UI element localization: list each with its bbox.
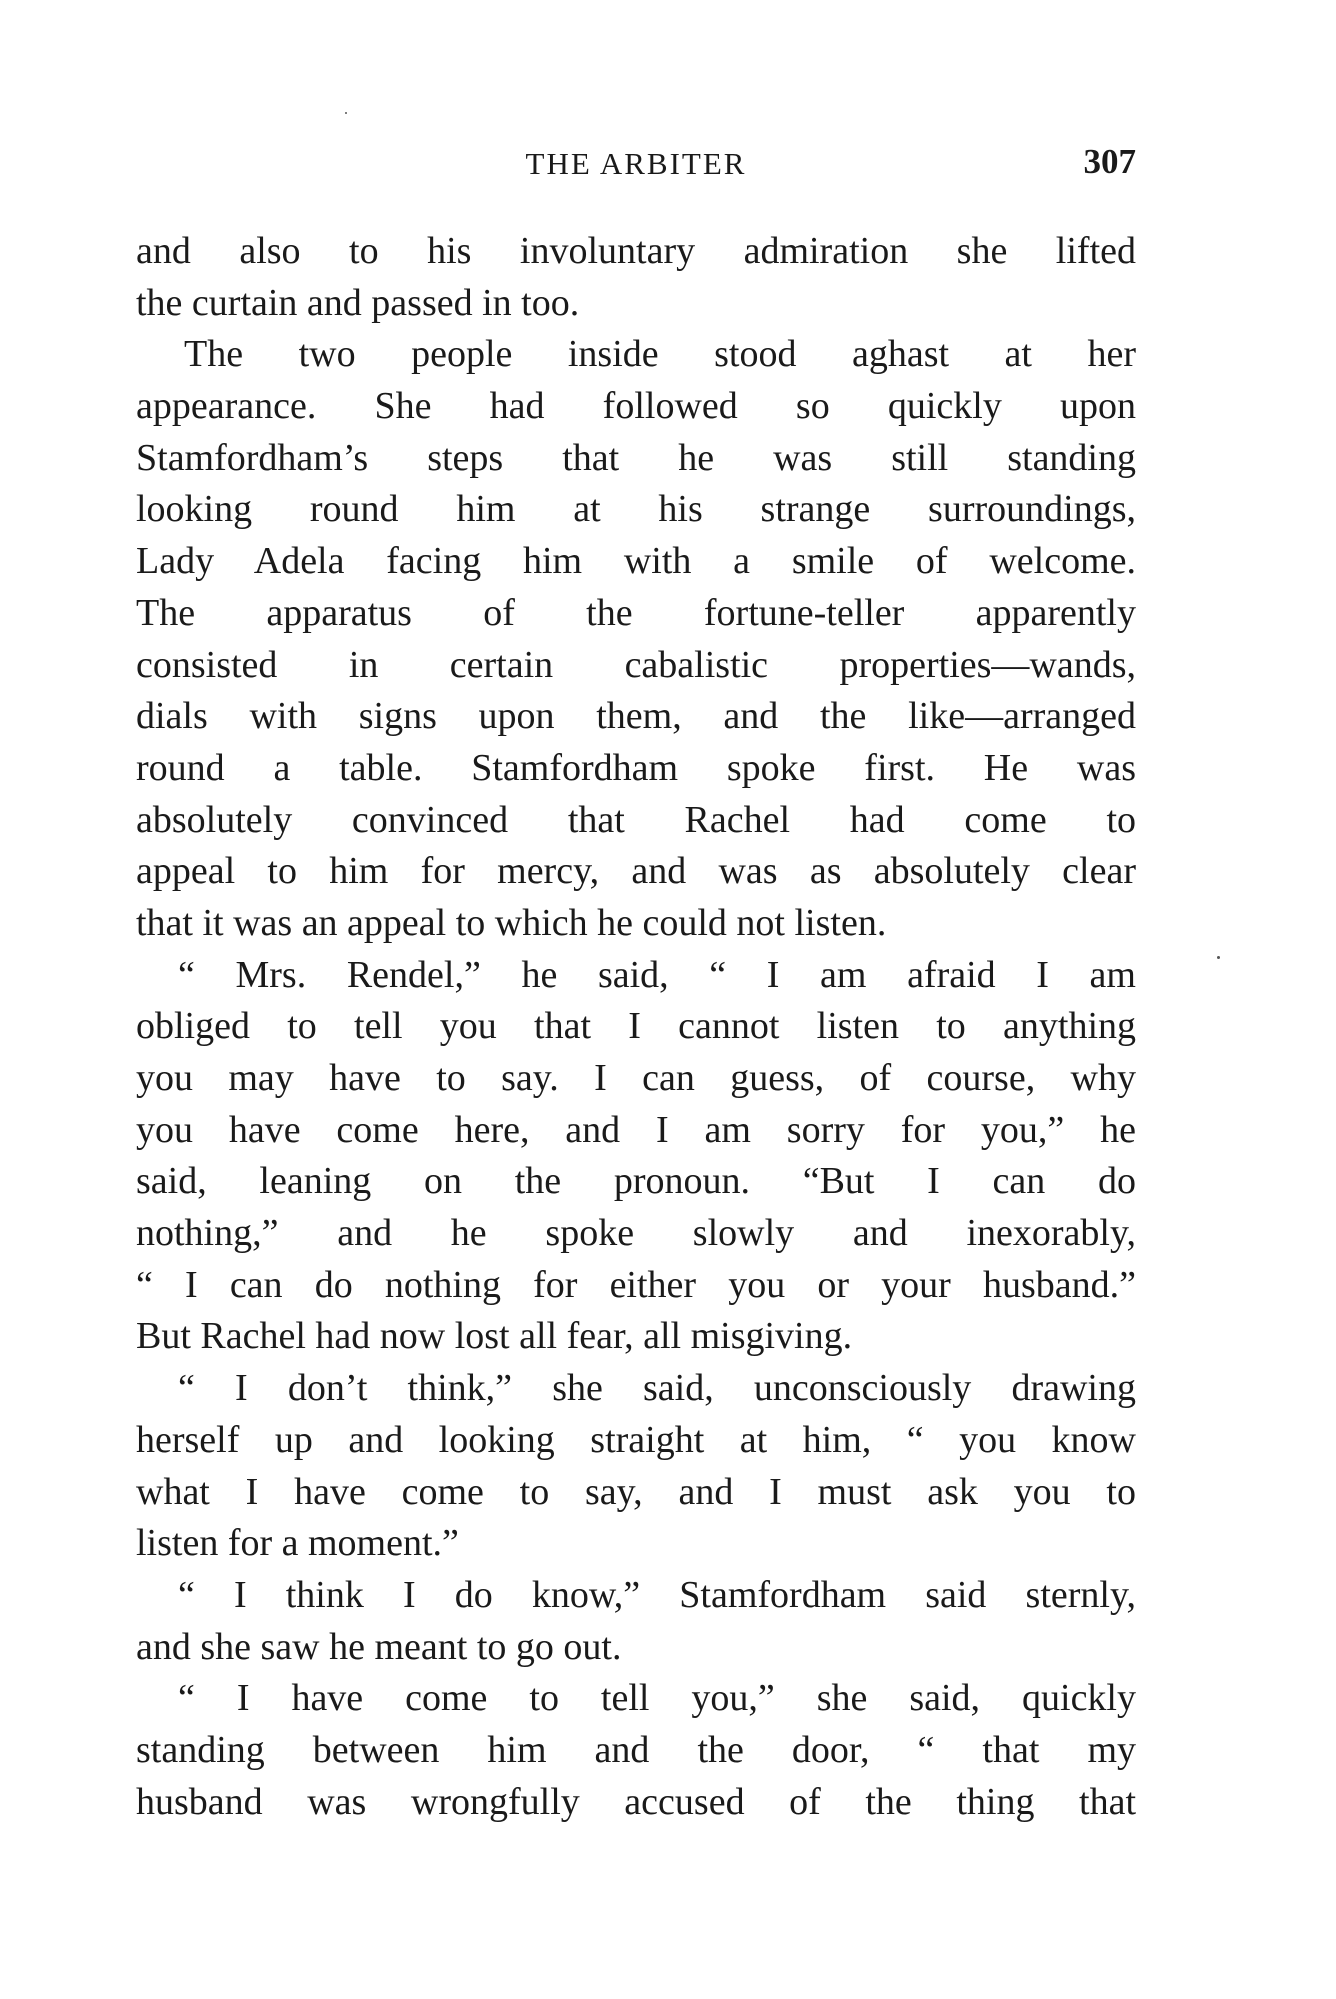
- text-line: appeal to him for mercy, and was as absolutely clear: [136, 850, 1136, 893]
- text-line: round a table. Stamfordham spoke first. He was: [136, 746, 1136, 789]
- text-line: “ I can do nothing for either you or your husband.”: [136, 1263, 1136, 1306]
- text-line: you may have to say. I can guess, of course, why: [136, 1057, 1136, 1099]
- text-line: listen for a moment.”: [136, 1522, 459, 1565]
- text-line: standing between him and the door, “ that my: [136, 1728, 1136, 1771]
- text-line: obliged to tell you that I cannot listen to anything: [136, 1005, 1136, 1048]
- text-line: The apparatus of the fortune-teller apparently: [136, 591, 1136, 634]
- text-line: and also to his involuntary admiration she lifted: [136, 230, 1136, 272]
- text-line: the curtain and passed in too.: [136, 281, 580, 324]
- text-line: that it was an appeal to which he could not listen.: [136, 901, 887, 944]
- text-line: consisted in certain cabalistic properties—wands,: [136, 643, 1136, 686]
- text-line: Stamfordham’s steps that he was still standing: [136, 436, 1136, 479]
- text-line: said, leaning on the pronoun. “But I can do: [136, 1160, 1136, 1203]
- text-line: looking round him at his strange surroundings,: [136, 488, 1136, 531]
- text-line: nothing,” and he spoke slowly and inexorably,: [136, 1212, 1136, 1255]
- text-line: husband was wrongfully accused of the thing that: [136, 1780, 1136, 1823]
- text-line: “ I don’t think,” she said, unconsciously drawing: [178, 1367, 1136, 1410]
- text-line: absolutely convinced that Rachel had come to: [136, 798, 1136, 841]
- text-line: you have come here, and I am sorry for you,” he: [136, 1108, 1136, 1151]
- text-line: dials with signs upon them, and the like—arranged: [136, 695, 1136, 738]
- text-line: “ Mrs. Rendel,” he said, “ I am afraid I am: [178, 953, 1136, 996]
- text-line: Lady Adela facing him with a smile of welcome.: [136, 540, 1136, 583]
- body-text: [136, 226, 1136, 1828]
- running-head: [136, 142, 1136, 186]
- text-line: and she saw he meant to go out.: [136, 1625, 622, 1668]
- scan-speck: [1217, 956, 1220, 959]
- text-line: herself up and looking straight at him, “ you know: [136, 1418, 1136, 1461]
- text-line: The two people inside stood aghast at her: [184, 333, 1136, 376]
- scan-speck: [345, 112, 347, 114]
- text-line: “ I think I do know,” Stamfordham said sternly,: [178, 1573, 1136, 1616]
- page-number: 307: [1083, 142, 1136, 181]
- text-line: what I have come to say, and I must ask you to: [136, 1470, 1136, 1513]
- running-title: THE ARBITER: [525, 146, 747, 181]
- text-line: appearance. She had followed so quickly upon: [136, 385, 1136, 428]
- text-line: But Rachel had now lost all fear, all misgiving.: [136, 1315, 853, 1358]
- text-line: “ I have come to tell you,” she said, quickly: [178, 1677, 1136, 1720]
